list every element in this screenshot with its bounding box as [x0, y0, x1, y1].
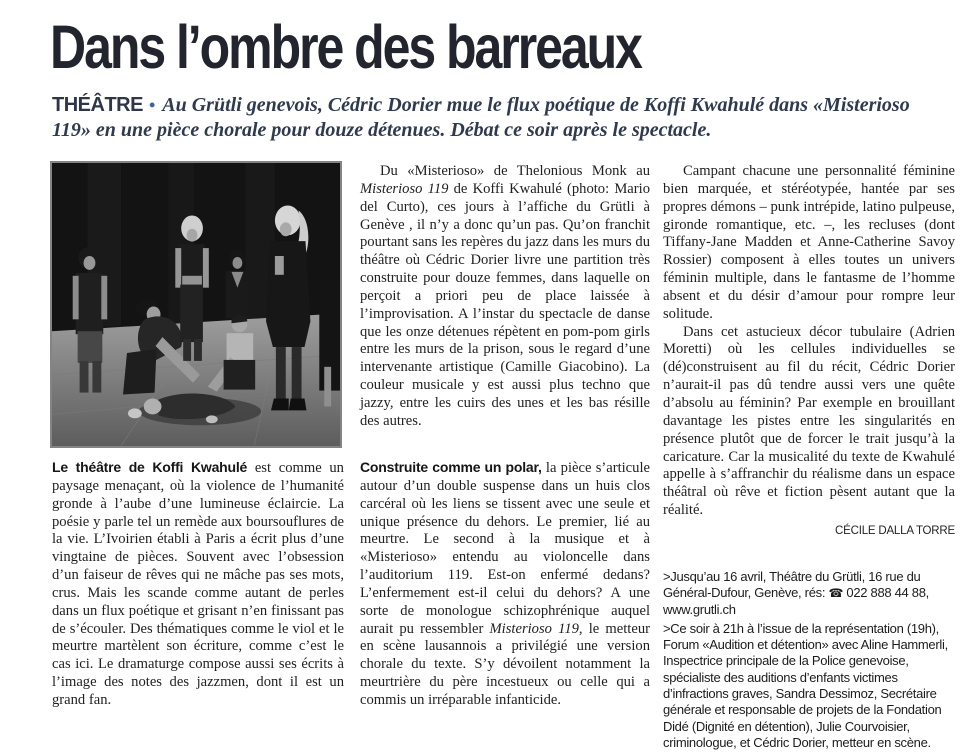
article-photo — [50, 161, 342, 448]
info-arrow: > — [663, 620, 671, 636]
paragraph — [52, 459, 344, 710]
info-text: Jusqu’au 16 avril, Théâtre du Grütli, 16 rue du Général-Dufour, Genève, rés: — [663, 569, 921, 601]
paragraph-text: est comme un paysage menaçant, où la violence de l’humanité gronde à l’aube d’une lumineuse éclaircie. La poésie y parle tel un remède aux boursouflures de la vie. L’Ivoirien établi à Paris a écrit plus d’une vingtaine de pièces. Souvent avec l’obsession d’un faiseur de rêves qui ne mâche pas ses mots, crus. Mais les scande comme autant de perles dans un flux poétique et grisant n’en finissant pas de s’écouler. Des thématiques comme le viol et le meurtre martèlent son écriture, comme c’est le cas ici. Le dramaturge compose aussi ses écrits à l’image des notes des jazzmen, dont il est un grand fan. — [52, 460, 344, 708]
paragraph — [360, 459, 650, 710]
info-item-forum — [663, 621, 957, 751]
section-kicker: THÉÂTRE — [52, 94, 143, 116]
paragraph: Dans cet astucieux décor tubulaire (Adrien Moretti) où les cellules individuelles se (dé)construisent au fil du récit, Cédric Dorier n’aurait-il pas dû tendre aussi vers une quête d’absolu au féminin? Par exemple en brouillant davantage les pistes entre les singularités en présence plutôt que de forcer le trait jusqu’à la caricature. Car la musicalité du texte de Kwahulé appelle à s’affranchir du réalisme dans un espace théâtral où rêve et fiction pèsent autant que la réalité. — [663, 323, 955, 519]
phone-icon: ☎ — [828, 586, 844, 601]
column-2-lower — [360, 459, 650, 710]
stage-photo-illustration — [52, 163, 340, 446]
paragraph-lead: Construite comme un polar, — [360, 459, 542, 475]
article-dek — [52, 93, 920, 143]
column-2-upper — [360, 163, 650, 431]
article-headline: Dans l’ombre des barreaux — [50, 13, 641, 81]
dek-text: Au Grütli genevois, Cédric Dorier mue le flux poétique de Koffi Kwahulé dans «Misterioso 119» en une pièce chorale pour douze détenues. Débat ce soir après le spectacle. — [52, 94, 910, 141]
column-3 — [663, 163, 955, 541]
paragraph-text: Du «Misterioso» de Thelonious Monk au — [380, 163, 650, 179]
info-text: 022 888 44 88, www.grutli.ch — [663, 585, 929, 617]
info-item-dates — [663, 569, 957, 618]
byline: CÉCILE DALLA TORRE — [835, 524, 955, 537]
paragraph-text: de Koffi Kwahulé (photo: Mario del Curto), ces jours à l’affiche du Grütli à Genève , il n’y a donc qu’un pas. Qu’on franchit pourtant sans les repères du jazz dans les murs du théâtre où Cédric Dorier livre une partition très construite pour douze femmes, dans laquelle on perçoit a priori peu de place laissée à l’improvisation. A l’instar du spectacle de danse que les onze détenues répètent en pom-pom girls entre les murs de la prison, sous le regard d’une intervenante artistique (Camille Giacobino). La couleur musicale y est aussi plus techno que jazzy, entre les cuirs des unes et les bas résille des autres. — [360, 180, 650, 429]
info-text: Ce soir à 21h à l’issue de la représentation (19h), Forum «Audition et détention» avec Aline Hammerli, Inspectrice principale de la Police genevoise, spécialiste des auditions d’enfants victimes d’infractions graves, Sandra Dessimoz, Secrétaire générale et responsable de projets de la Fondation Didé (Dignité en détention), Julie Courvoisier, criminologue, et Cédric Dorier, metteur en scène. — [663, 620, 948, 750]
italic-title: Misterioso 119 — [360, 180, 449, 197]
bullet-icon: • — [148, 95, 156, 115]
column-1 — [52, 459, 344, 710]
paragraph: Campant chacune une personnalité féminine bien marquée, et stéréotypée, hantée par ses propres démons – punk intrépide, latino pulpeuse, gironde romantique, etc. –, les recluses (dont Tiffany-Jane Madden et Anne-Catherine Savoy Rossier) composent à elles toutes un univers féminin multiple, dans le fantasme de l’homme absent et du désir d’amour pour rompre leur solitude. — [663, 163, 955, 322]
paragraph-lead: Le théâtre de Koffi Kwahulé — [52, 459, 248, 475]
info-arrow: > — [663, 569, 671, 584]
paragraph-text: , le metteur en scène lausannois a privilégié une version chorale du texte. S’y dévoilent notamment la meurtrière du père incestueux ou celle qui a commis un irréparable infanticide. — [360, 620, 650, 708]
paragraph — [360, 163, 650, 431]
paragraph-text: la pièce s’articule autour d’un double suspense dans un huis clos carcéral où les liens se tissent avec une seule et unique présence du dehors. Le premier, lié au meurtre. Le second à la musique et à «Misterioso» entendu au violoncelle dans l’auditorium 119. Est-on enfermé dedans? L’enfermement est-il celui du dehors? A une sorte de monologue schizophrénique auquel aurait pu ressembler — [360, 460, 650, 637]
italic-title: Misterioso 119 — [489, 620, 579, 637]
practical-info-block — [663, 569, 957, 754]
